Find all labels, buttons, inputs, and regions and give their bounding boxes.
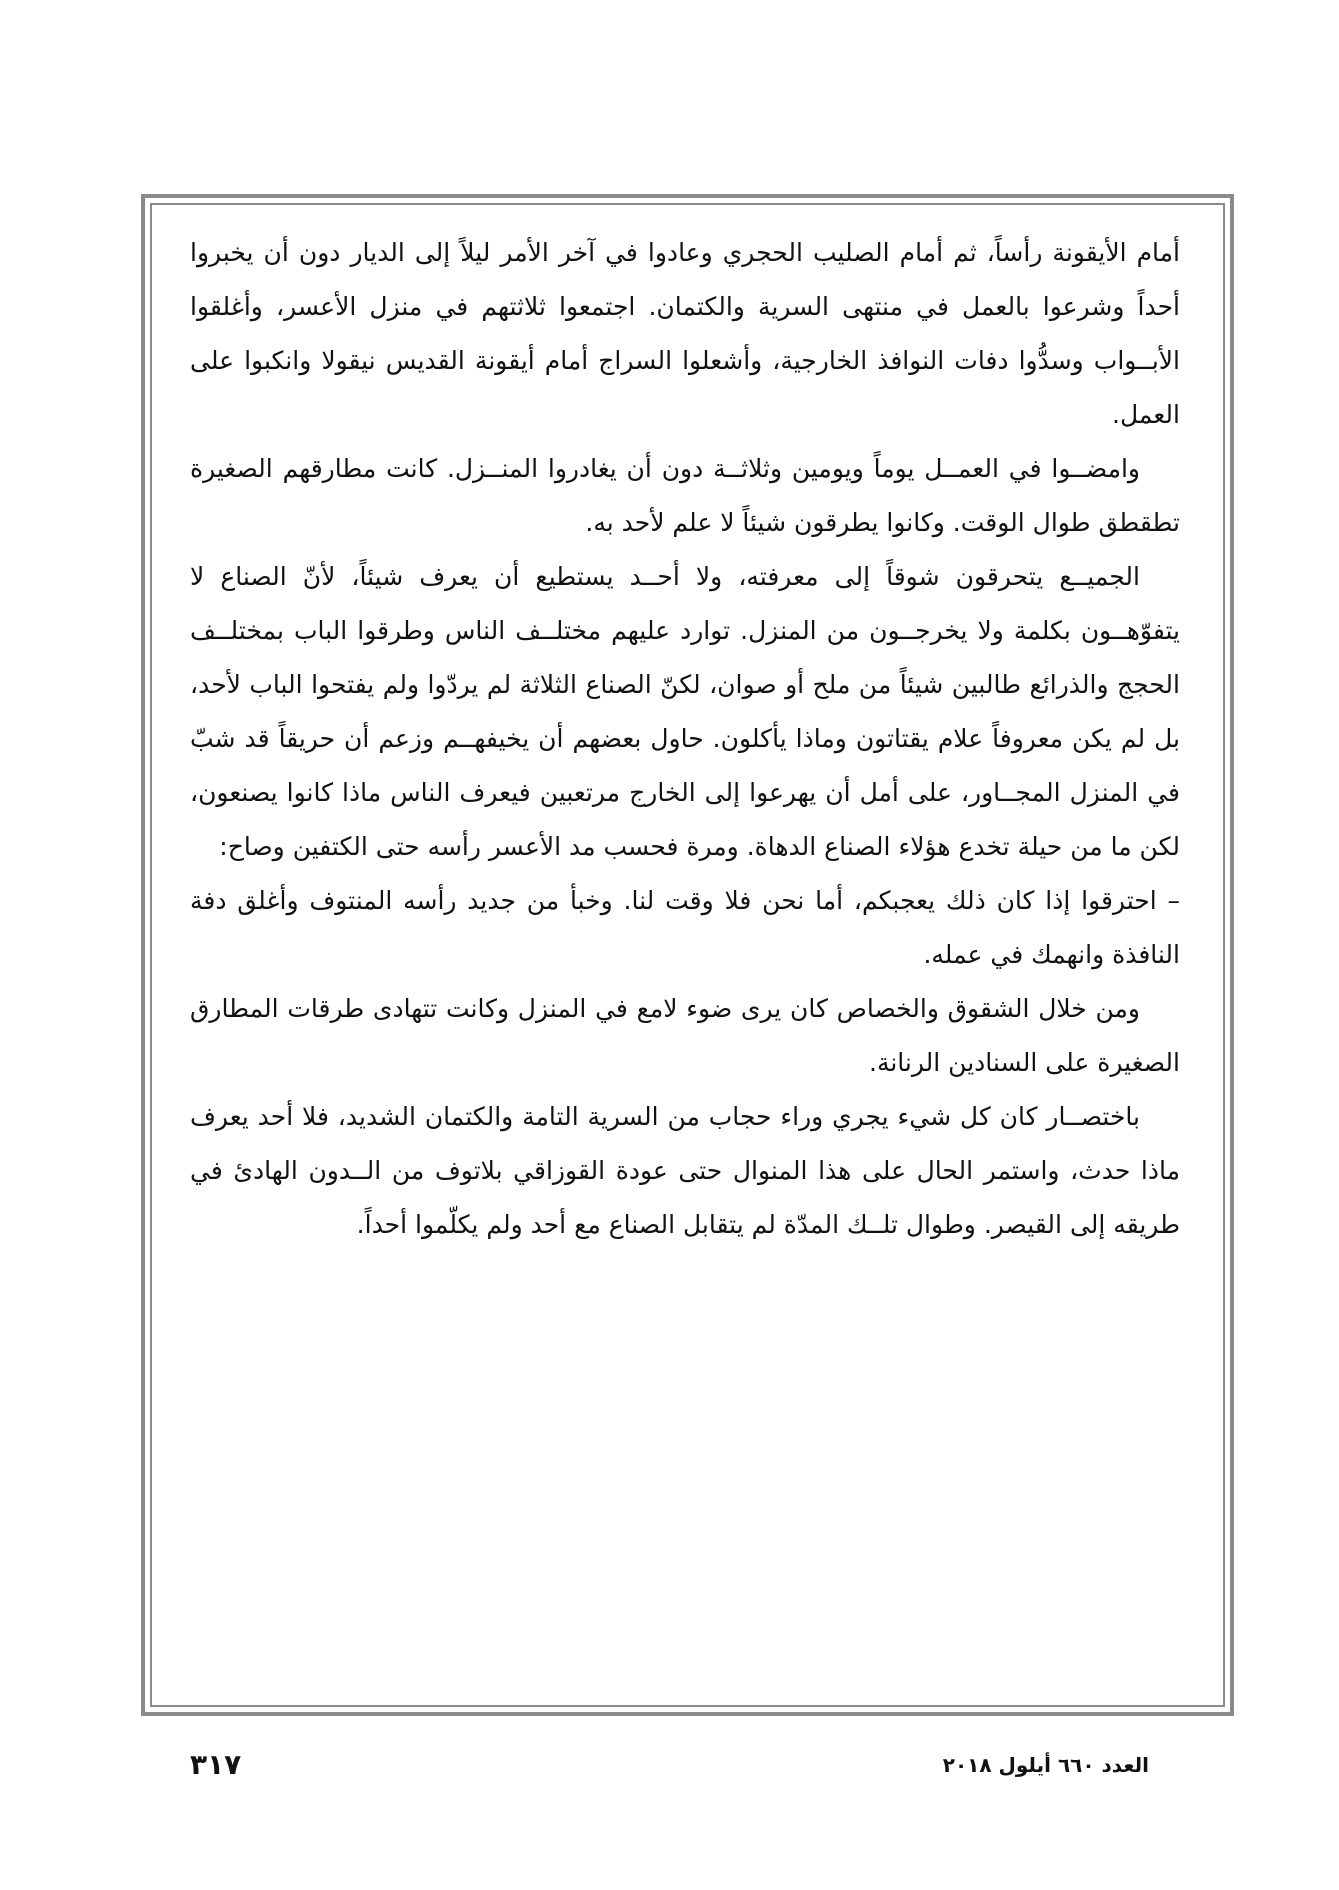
paragraph: أمام الأيقونة رأساً، ثم أمام الصليب الحجري وعادوا في آخر الأمر ليلاً إلى الديار دون أن يخبروا أحداً وشرعوا بالعمل في منتهى السرية والكتمان. اجتمعوا ثلاثتهم في منزل الأعسر، وأغلقوا الأبــواب وسدُّوا دفات النوافذ الخارجية، وأشعلوا السراج أمام أيقونة القديس نيقولا وانكبوا على العمل. xyxy=(190,238,1180,429)
page-number: ٣١٧ xyxy=(190,1748,242,1781)
paragraph: وامضــوا في العمــل يوماً ويومين وثلاثــة دون أن يغادروا المنــزل. كانت مطارقهم الصغيرة تطقطق طوال الوقت. وكانوا يطرقون شيئاً لا علم لأحد به. xyxy=(190,454,1180,537)
paragraph: باختصــار كان كل شيء يجري وراء حجاب من السرية التامة والكتمان الشديد، فلا أحد يعرف ماذا حدث، واستمر الحال على هذا المنوال حتى عودة القوزاقي بلاتوف من الــدون الهادئ في طريقه إلى القيصر. وطوال تلــك المدّة لم يتقابل الصناع مع أحد ولم يكلّموا أحداً. xyxy=(190,1102,1180,1239)
body-text xyxy=(190,226,1180,1252)
paragraph: – احترقوا إذا كان ذلك يعجبكم، أما نحن فلا وقت لنا. وخبأ من جديد رأسه المنتوف وأغلق دفة النافذة وانهمك في عمله. xyxy=(190,886,1180,969)
paragraph: الجميــع يتحرقون شوقاً إلى معرفته، ولا أحــد يستطيع أن يعرف شيئاً، لأنّ الصناع لا يتفوّهــون بكلمة ولا يخرجــون من المنزل. توارد عليهم مختلــف الناس وطرقوا الباب بمختلــف الحجج والذرائع طالبين شيئاً من ملح أو صوان، لكنّ الصناع الثلاثة لم يردّوا ولم يفتحوا الباب لأحد، بل لم يكن معروفاً علام يقتاتون وماذا يأكلون. حاول بعضهم أن يخيفهــم وزعم أن حريقاً قد شبّ في المنزل المجــاور، على أمل أن يهرعوا إلى الخارج مرتعبين فيعرف الناس ماذا كانوا يصنعون، لكن ما من حيلة تخدع هؤلاء الصناع الدهاة. ومرة فحسب مد الأعسر رأسه حتى الكتفين وصاح: xyxy=(190,562,1180,861)
paragraph: ومن خلال الشقوق والخصاص كان يرى ضوء لامع في المنزل وكانت تتهادى طرقات المطارق الصغيرة على السنادين الرنانة. xyxy=(190,994,1180,1077)
issue-info: العدد ٦٦٠ أيلول ٢٠١٨ xyxy=(942,1753,1149,1777)
